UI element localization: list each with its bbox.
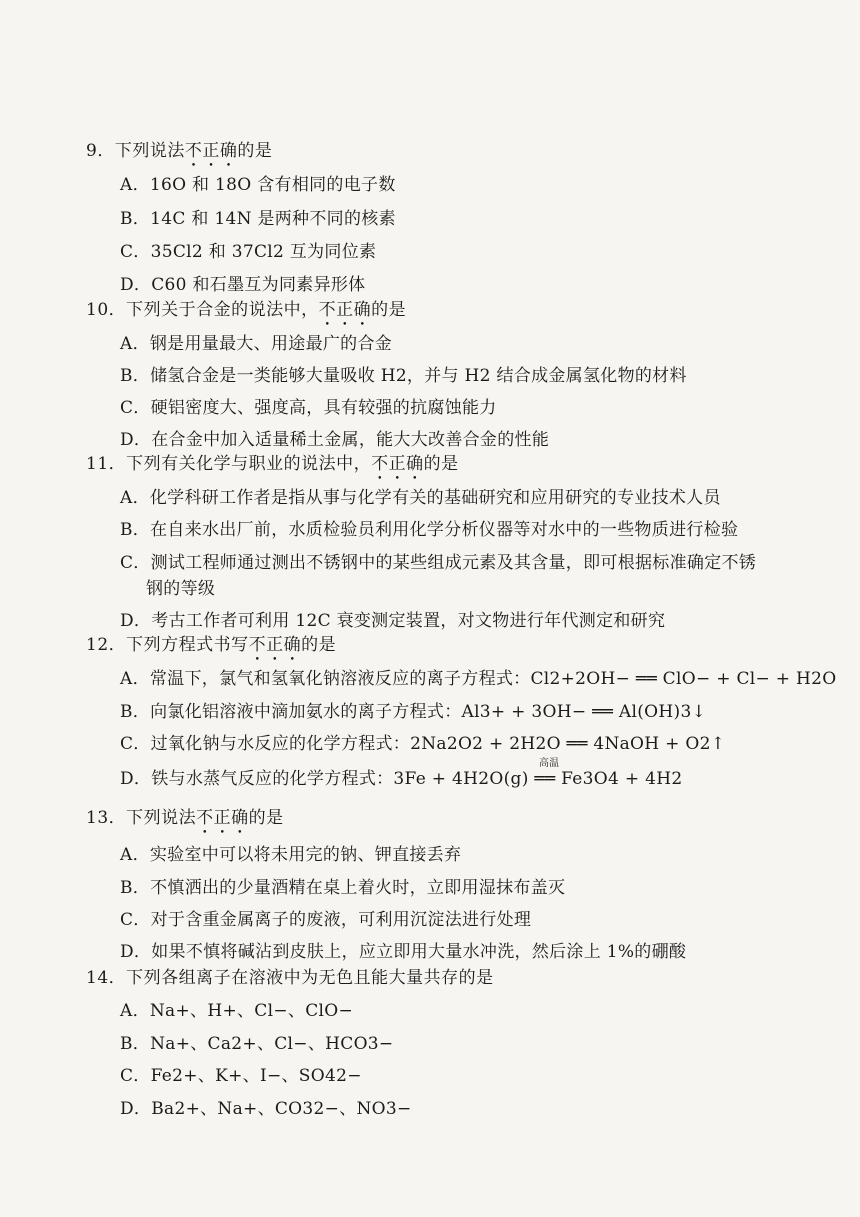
question-13-stem: 13．下列说法不正确的是 — [86, 808, 284, 828]
q12-option-b: B．向氯化铝溶液中滴加氨水的离子方程式：Al3+ + 3OH− ══ Al(OH)3↓ — [120, 702, 707, 722]
question-number: 14． — [86, 968, 127, 988]
emphasis-text: 不正确 — [196, 808, 249, 828]
q9-option-d: D．C60 和石墨互为同素异形体 — [120, 275, 366, 295]
q14-option-a: A．Na+、H+、Cl−、ClO− — [120, 1001, 354, 1021]
q11-option-b: B．在自来水出厂前，水质检验员利用化学分析仪器等对水中的一些物质进行检验 — [120, 520, 739, 540]
q9-option-b: B．14C 和 14N 是两种不同的核素 — [120, 209, 396, 229]
question-number: 10． — [86, 300, 127, 320]
q12-option-a: A．常温下，氯气和氢氧化钠溶液反应的离子方程式：Cl2+2OH− ══ ClO− + Cl− + H2O — [120, 669, 837, 689]
q10-option-a: A．钢是用量最大、用途最广的合金 — [120, 334, 393, 354]
q13-option-c: C．对于含重金属离子的废液，可利用沉淀法进行处理 — [120, 910, 532, 930]
q9-option-a: A．16O 和 18O 含有相同的电子数 — [120, 175, 396, 195]
question-11-stem: 11．下列有关化学与职业的说法中，不正确的是 — [86, 454, 459, 474]
q14-option-d: D．Ba2+、Na+、CO32−、NO3− — [120, 1099, 412, 1119]
q10-option-b: B．储氢合金是一类能够大量吸收 H2，并与 H2 结合成金属氢化物的材料 — [120, 366, 687, 386]
question-number: 9． — [86, 141, 115, 161]
q12-option-d: D．铁与水蒸气反应的化学方程式：3Fe + 4H2O(g) ══ Fe3O4 + 4H2 — [120, 769, 683, 789]
question-10-stem: 10．下列关于合金的说法中，不正确的是 — [86, 300, 407, 320]
q14-option-c: C．Fe2+、K+、I−、SO42− — [120, 1066, 362, 1086]
q11-option-c-continued: 钢的等级 — [146, 579, 216, 599]
q11-option-d: D．考古工作者可利用 12C 衰变测定装置，对文物进行年代测定和研究 — [120, 611, 666, 631]
q13-option-b: B．不慎洒出的少量酒精在桌上着火时，立即用湿抹布盖灭 — [120, 878, 566, 898]
emphasis-text: 不正确 — [318, 300, 372, 320]
question-number: 12． — [86, 635, 127, 655]
emphasis-text: 不正确 — [371, 454, 424, 474]
q12-option-c: C．过氧化钠与水反应的化学方程式：2Na2O2 + 2H2O ══ 4NaOH + O2↑ — [120, 734, 726, 754]
emphasis-text: 不正确 — [184, 141, 238, 161]
question-12-stem: 12．下列方程式书写不正确的是 — [86, 635, 337, 655]
question-number: 11． — [86, 454, 127, 474]
question-9-stem: 9．下列说法不正确的是 — [86, 141, 273, 161]
q14-option-b: B．Na+、Ca2+、Cl−、HCO3− — [120, 1034, 394, 1054]
q13-option-d: D．如果不慎将碱沾到皮肤上，应立即用大量水冲洗，然后涂上 1%的硼酸 — [120, 942, 687, 962]
question-14-stem: 14．下列各组离子在溶液中为无色且能大量共存的是 — [86, 968, 494, 988]
reaction-condition: 高温 — [539, 758, 559, 769]
q11-option-c: C．测试工程师通过测出不锈钢中的某些组成元素及其含量，即可根据标准确定不锈 — [120, 553, 757, 573]
question-number: 13． — [86, 808, 127, 828]
emphasis-text: 不正确 — [248, 635, 302, 655]
q13-option-a: A．实验室中可以将未用完的钠、钾直接丢弃 — [120, 845, 462, 865]
q11-option-a: A．化学科研工作者是指从事与化学有关的基础研究和应用研究的专业技术人员 — [120, 488, 721, 508]
q10-option-c: C．硬铝密度大、强度高，具有较强的抗腐蚀能力 — [120, 398, 497, 418]
q9-option-c: C．35Cl2 和 37Cl2 互为同位素 — [120, 242, 377, 262]
q10-option-d: D．在合金中加入适量稀土金属，能大大改善合金的性能 — [120, 430, 550, 450]
